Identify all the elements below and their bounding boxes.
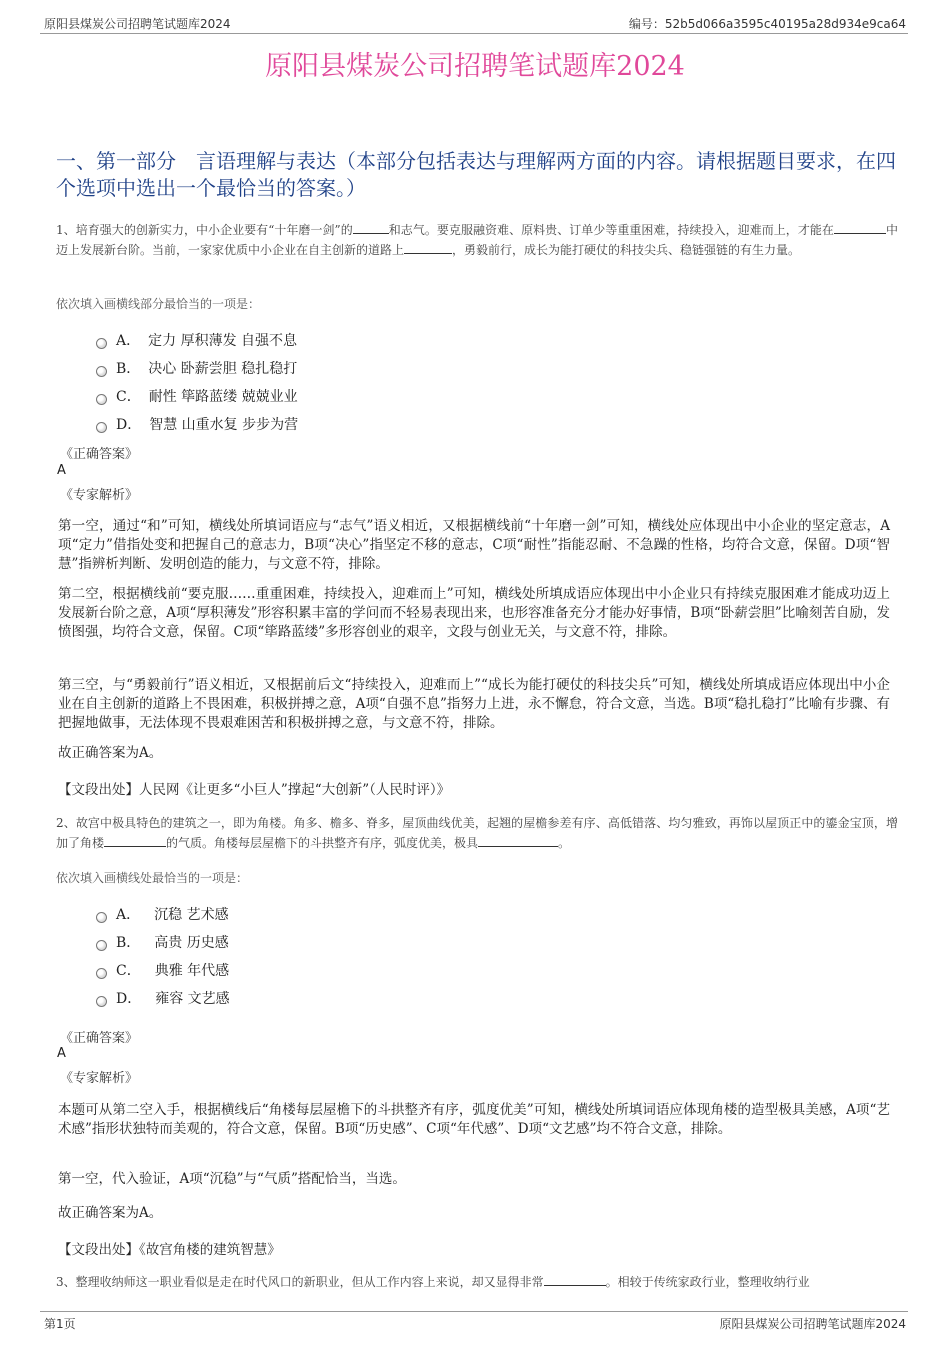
blank-1	[353, 221, 389, 234]
header-document-title: 原阳县煤炭公司招聘笔试题库2024	[44, 17, 231, 31]
radio-icon[interactable]	[96, 996, 107, 1007]
analysis-paragraph: 第一空，通过“和”可知，横线处所填词语应与“志气”语义相近，又根据横线前“十年磨一剑”可知，横线处应体现出中小企业的坚定意志，A项“定力”借指处变和把握自己的意志力，B项“决心”指坚定不移的意志，C项“耐性”指能忍耐、不急躁的性格，均符合文意，保留。D项“智慧”指辨析判断、发明创造的能力，与文意不符，排除。	[58, 518, 890, 572]
source-citation: 【文段出处】人民网《让更多“小巨人”撑起“大创新”（人民时评）》	[58, 782, 451, 798]
radio-icon[interactable]	[96, 968, 107, 979]
analysis-paragraph: 第三空，与“勇毅前行”语义相近，又根据前后文“持续投入，迎难而上”“成长为能打硬仗的科技尖兵”可知，横线处所填成语应体现出中小企业在自主创新的道路上不畏困难，积极拼搏之意，A项“自强不息”指努力上进，永不懈怠，符合文意，当选。B项“稳扎稳打”比喻有步骤、有把握地做事，无法体现不畏艰难困苦和积极拼搏之意，与文意不符，排除。	[58, 677, 890, 731]
option-2d[interactable]: D． 雍容 文艺感	[96, 988, 230, 1008]
header-divider	[40, 33, 908, 34]
answer-value: A	[57, 1046, 66, 1061]
option-1d[interactable]: D． 智慧 山重水复 步步为营	[96, 414, 298, 434]
blank-2	[834, 221, 886, 234]
answer-value: A	[57, 463, 66, 478]
page-title: 原阳县煤炭公司招聘笔试题库2024	[265, 51, 685, 82]
source-citation: 【文段出处】《故宫角楼的建筑智慧》	[58, 1242, 281, 1258]
option-1c[interactable]: C． 耐性 筚路蓝缕 兢兢业业	[96, 386, 298, 406]
header-document-code	[629, 15, 906, 32]
blank-1	[104, 834, 166, 847]
code-value: 52b5d066a3595c40195a28d934e9ca64	[664, 17, 906, 31]
radio-icon[interactable]	[96, 338, 107, 349]
question-1-text: 1、培育强大的创新实力，中小企业要有“十年磨一剑”的 和志气。要克服融资难、原料贵、订单少等重重困难，持续投入，迎难而上，才能在 中迈上发展新台阶。当前，一家家优质中小企业在自主创新的道路上 ，勇毅前行，成长为能打硬仗的科技尖兵、稳链强链的有生力量。	[56, 223, 898, 257]
question-3-text: 3、整理收纳师这一职业看似是走在时代风口的新职业，但从工作内容上来说，却又显得非常 。相较于传统家政行业，整理收纳行业	[56, 1275, 810, 1289]
answer-label: 《正确答案》	[60, 1031, 139, 1046]
option-1b[interactable]: B． 决心 卧薪尝胆 稳扎稳打	[96, 358, 297, 378]
option-1a[interactable]: A． 定力 厚积薄发 自强不息	[96, 330, 297, 350]
question-1-instruction: 依次填入画横线部分最恰当的一项是：	[56, 297, 261, 311]
analysis-paragraph: 本题可从第二空入手，根据横线后“角楼每层屋檐下的斗拱整齐有序，弧度优美”可知，横线处所填词语应体现角楼的造型极具美感，A项“艺术感”指形状独特而美观的，符合文意，保留。B项“历史感”、C项“年代感”、D项“文艺感”均不符合文意，排除。	[58, 1102, 890, 1137]
analysis-paragraph: 第一空，代入验证，A项“沉稳”与“气质”搭配恰当，当选。	[58, 1171, 406, 1187]
radio-icon[interactable]	[96, 422, 107, 433]
analysis-conclusion: 故正确答案为A。	[58, 745, 163, 761]
option-2b[interactable]: B． 高贵 历史感	[96, 932, 229, 952]
analysis-paragraph: 第二空，根据横线前“要克服……重重困难，持续投入，迎难而上”可知，横线处所填成语应体现出中小企业只有持续克服困难才能成功迈上发展新台阶之意，A项“厚积薄发”形容积累丰富的学问而不轻易表现出来，也形容准备充分才能办好事情，B项“卧薪尝胆”比喻刻苦自励，发愤图强，均符合文意，保留。C项“筚路蓝缕”多形容创业的艰辛，文段与创业无关，与文意不符，排除。	[58, 586, 890, 640]
analysis-label: 《专家解析》	[60, 1071, 139, 1086]
page-number: 第1页	[44, 1317, 76, 1331]
section-heading: 一、第一部分 言语理解与表达（本部分包括表达与理解两方面的内容。请根据题目要求，在四个选项中选出一个最恰当的答案。）	[56, 149, 896, 200]
radio-icon[interactable]	[96, 912, 107, 923]
blank-3	[404, 241, 452, 254]
answer-label: 《正确答案》	[60, 447, 139, 462]
option-2c[interactable]: C． 典雅 年代感	[96, 960, 229, 980]
option-2a[interactable]: A． 沉稳 艺术感	[96, 904, 229, 924]
footer-divider	[40, 1311, 908, 1312]
question-2-instruction: 依次填入画横线处最恰当的一项是：	[56, 871, 249, 885]
analysis-conclusion: 故正确答案为A。	[58, 1205, 163, 1221]
code-label: 编号：	[628, 17, 665, 31]
blank-1	[544, 1273, 606, 1286]
blank-2	[478, 834, 558, 847]
radio-icon[interactable]	[96, 366, 107, 377]
radio-icon[interactable]	[96, 940, 107, 951]
footer-document-title: 原阳县煤炭公司招聘笔试题库2024	[719, 1317, 906, 1331]
question-2-text: 2、故宫中极具特色的建筑之一，即为角楼。角多、檐多、脊多，屋顶曲线优美，起翘的屋檐参差有序、高低错落、均匀雅致，再饰以屋顶正中的鎏金宝顶，增加了角楼 的气质。角楼每层屋檐下的斗拱整齐有序，弧度优美，极具 。	[56, 816, 898, 850]
radio-icon[interactable]	[96, 394, 107, 405]
analysis-label: 《专家解析》	[60, 488, 139, 503]
